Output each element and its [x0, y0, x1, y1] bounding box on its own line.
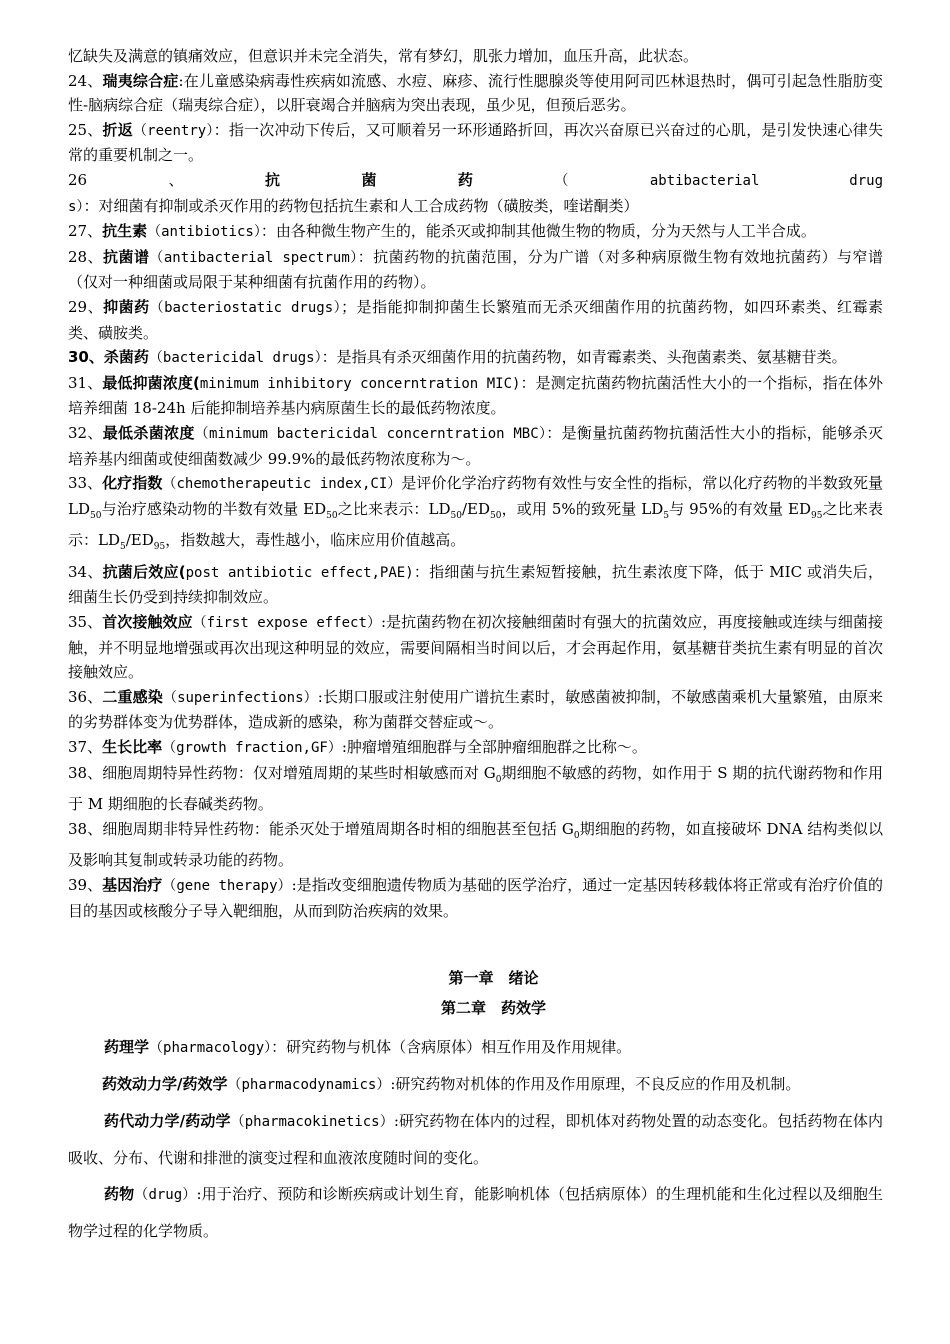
- entry-30: 30、杀菌药（bactericidal drugs）：是指具有杀灭细菌作用的抗菌药物，如青霉素类、头孢菌素类、氨基糖苷类。: [68, 348, 847, 367]
- entry-33: 33、化疗指数（chemotherapeutic index,CI）是评价化学治疗药物有效性与安全性的指标，常以化疗药物的半数致死量 $LD_{50}$与治疗感染动物的半数有效量 $ED_{50}$之比来表示：$LD_{50}/ED_{50}$，或用 5%的致死量 $LD_5$与 95%的有效量 $ED_{95}$之比来表示：$LD_5/ED_{95}$，指数越大，毒性越小，临床应用价值越高。: [68, 474, 883, 553]
- entry-29: 29、抑菌药（bacteriostatic drugs）；是指能抑制抑菌生长繁殖而无杀灭细菌作用的抗菌药物，如四环素类、红霉素类、磺胺类。: [68, 297, 883, 342]
- entry-term: 二重感染: [102, 687, 163, 706]
- def-pharmacodynamics: 药效动力学/药效学（pharmacodynamics）:研究药物对机体的作用及作用原理，不良反应的作用及机制。: [102, 1075, 801, 1094]
- document-page: [68, 44, 883, 1249]
- entry-term: 抗生素: [102, 222, 148, 241]
- entry-35: 35、首次接触效应（first expose effect）:是抗菌药物在初次接触细菌时有强大的抗菌效应，再度接触或连续与细菌接触，并不明显地增强或再次出现这种明显的效应，需要间隔相当时间以后，才会再起作用，氨基糖苷类抗生素有明显的首次接触效应。: [68, 613, 883, 682]
- entry-28: 28、抗菌谱（antibacterial spectrum）：抗菌药物的抗菌范围，分为广谱（对多种病原微生物有效地抗菌药）与窄谱（仅对一种细菌或局限于某种细菌有抗菌作用的药物）。: [68, 247, 883, 292]
- entry-36: 36、二重感染（superinfections）:长期口服或注射使用广谱抗生素时，敏感菌被抑制，不敏感菌乘机大量繁殖，由原来的劣势群体变为优势群体，造成新的感染，称为菌群交替症或～。: [68, 687, 883, 732]
- entry-term: 抗菌药: [265, 170, 555, 189]
- entry-term: 首次接触效应: [102, 613, 193, 632]
- entry-31: 31、最低抑菌浓度(minimum inhibitory concerntration MIC)：是测定抗菌药物抗菌活性大小的一个指标，指在体外培养细菌 18-24h 后能抑制培养基内病原菌生长的最低药物浓度。: [68, 373, 884, 418]
- entry-term: 基因治疗: [102, 876, 163, 894]
- entry-38-specific: 38、细胞周期特异性药物：仅对增殖周期的某些时相敏感而对 $G_0$期细胞不敏感的药物，如作用于 S 期的抗代谢药物和作用于 M 期细胞的长春碱类药物。: [68, 763, 883, 814]
- entry-term: 最低杀菌浓度: [102, 423, 195, 442]
- entry-38-nonspecific: 38、细胞周期非特异性药物：能杀灭处于增殖周期各时相的细胞甚至包括 $G_0$期细胞的药物，如直接破坏 DNA 结构类似以及影响其复制或转录功能的药物。: [68, 819, 883, 870]
- entry-term: 抗菌后效应(: [102, 562, 186, 581]
- entry-39: 39、基因治疗（gene therapy）:是指改变细胞遗传物质为基础的医学治疗，通过一定基因转移载体将正常或有治疗价值的目的基因或核酸分子导入靶细胞，从而到防治疾病的效果。: [68, 876, 883, 920]
- def-term: 药物: [104, 1185, 135, 1204]
- def-term: 药效动力学/药效学: [102, 1075, 228, 1094]
- def-pharmacokinetics: 药代动力学/药动学（pharmacokinetics）:研究药物在体内的过程，即机体对药物处置的动态变化。包括药物在体内吸收、分布、代谢和排泄的演变过程和血液浓度随时间的变化。: [68, 1112, 884, 1168]
- entry-term: 折返: [102, 120, 133, 139]
- entry-term: 生长比率: [102, 738, 163, 757]
- entry-27: 27、抗生素（antibiotics）：由各种微生物产生的，能杀灭或抑制其他微生物的物质，分为天然与人工半合成。: [68, 222, 816, 241]
- entry-term: 瑞夷综合症: [102, 71, 179, 90]
- def-drug: 药物（drug）:用于治疗、预防和诊断疾病或计划生育，能影响机体（包括病原体）的生理机能和生化过程以及细胞生物学过程的化学物质。: [68, 1185, 883, 1241]
- def-term: 药理学: [104, 1038, 150, 1057]
- chapter-headings: [68, 963, 883, 1023]
- def-pharmacology: 药理学（pharmacology）：研究药物与机体（含病原体）相互作用及作用规律。: [104, 1038, 632, 1057]
- chapter-1-heading: 第一章 绪论: [448, 969, 539, 988]
- entry-26: 26、抗菌药（abtibacterial drugs）：对细菌有抑制或杀灭作用的药物包括抗生素和人工合成药物（磺胺类，喹诺酮类）: [68, 170, 883, 215]
- entry-term: 抑菌药: [103, 297, 150, 316]
- entry-term: 杀菌药: [103, 348, 149, 367]
- entry-32: 32、最低杀菌浓度（minimum bactericidal concerntration MBC）：是衡量抗菌药物抗菌活性大小的指标，能够杀灭培养基内细菌或使细菌数减少 99.9%的最低药物浓度称为～。: [68, 423, 883, 468]
- entry-term: 抗菌谱: [103, 247, 150, 266]
- entry-25: 25、折返（reentry）：指一次冲动下传后，又可顺着另一环形通路折回，再次兴奋原已兴奋过的心肌，是引发快速心律失常的重要机制之一。: [68, 120, 883, 165]
- entry-24: 24、瑞夷综合症:在儿童感染病毒性疾病如流感、水痘、麻疹、流行性腮腺炎等使用阿司匹林退热时，偶可引起急性脂肪变性-脑病综合症（瑞夷综合症），以肝衰竭合并脑病为突出表现，虽少见，但预后恶劣。: [68, 71, 883, 115]
- chapter-2-heading: 第二章 药效学: [440, 999, 546, 1018]
- entry-34: 34、抗菌后效应(post antibiotic effect,PAE)：指细菌与抗生素短暂接触，抗生素浓度下降，低于 MIC 或消失后，细菌生长仍受到持续抑制效应。: [68, 562, 883, 607]
- definitions: [68, 1029, 883, 1249]
- entry-term: 化疗指数: [102, 474, 163, 493]
- def-term: 药代动力学/药动学: [104, 1112, 231, 1131]
- entry-37: 37、生长比率（growth fraction,GF）:肿瘤增殖细胞群与全部肿瘤细胞群之比称～。: [68, 738, 647, 757]
- entry-term: 最低抑菌浓度(: [102, 373, 200, 392]
- entry-23-continuation: 忆缺失及满意的镇痛效应，但意识并未完全消失，常有梦幻，肌张力增加，血压升高，此状态。: [68, 47, 699, 65]
